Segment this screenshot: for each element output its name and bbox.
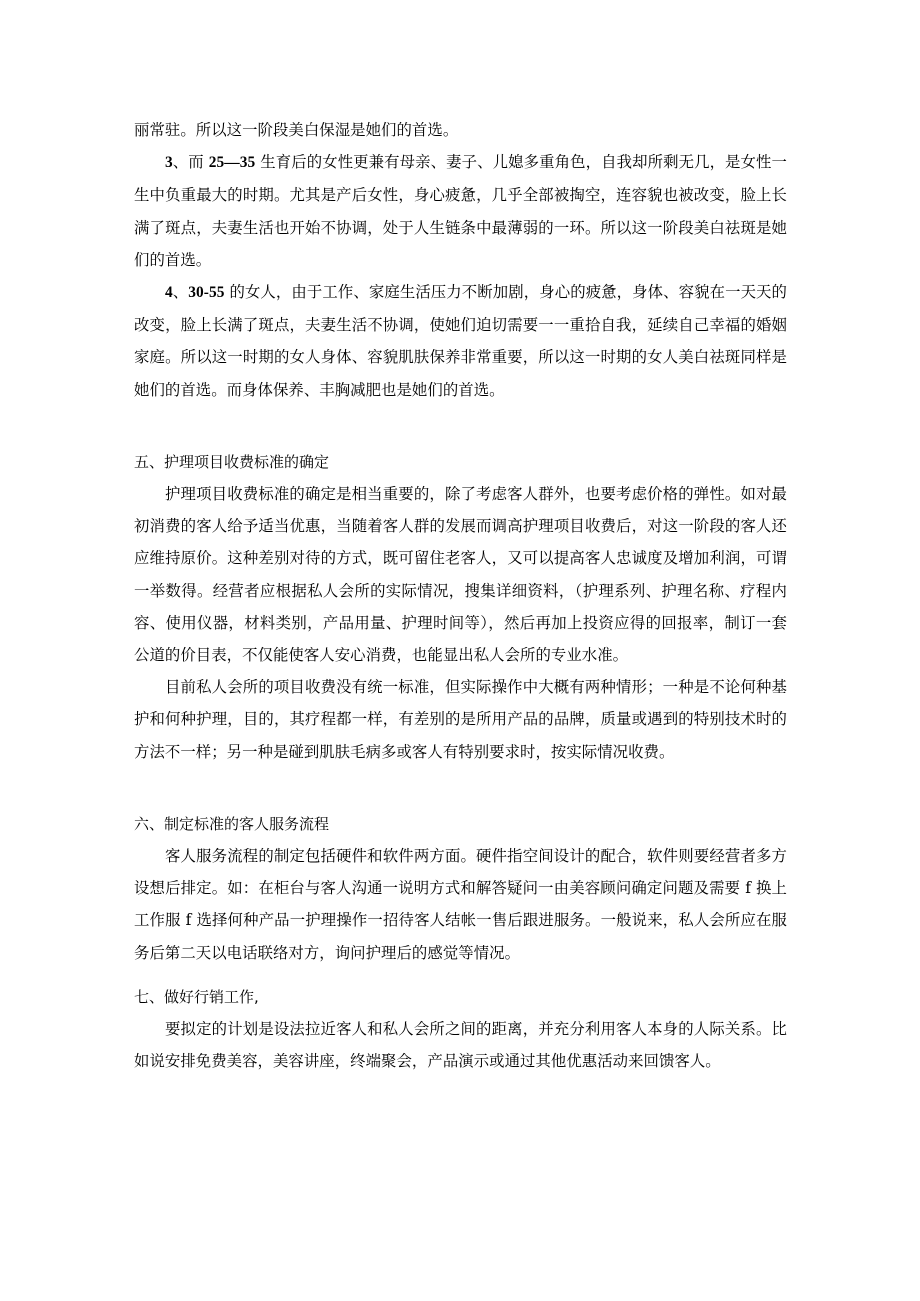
item-number: 4 [165,284,173,302]
section7-paragraph-1: 要拟定的计划是设法拉近客人和私人会所之间的距离，并充分利用客人本身的人际关系。比如说安排免费美容，美容讲座，终端聚会，产品演示或通过其他优惠活动来回馈客人。 [134,1020,787,1071]
section5-paragraph-1: 护理项目收费标准的确定是相当重要的，除了考虑客人群外，也要考虑价格的弹性。如对最初消费的客人给予适当优惠，当随着客人群的发展而调高护理项目收费后，对这一阶段的客人还应维持原价。这种差别对待的方式，既可留住老客人，又可以提高客人忠诚度及增加利润，可谓一举数得。经营者应根据私人会所的实际情况，搜集详细资料，（护理系列、护理名称、疗程内容、使用仪器，材料类别，产品用量、护理时间等），然后再加上投资应得的回报率，制订一套公道的价目表，不仅能使客人安心消费，也能显出私人会所的专业水准。 [134,485,787,665]
section-heading-6: 六、制定标准的客人服务流程 [134,814,330,833]
item-text: 、 [172,283,189,302]
age-range: 30-55 [188,284,225,302]
document-body [134,114,787,1077]
paragraph-item-4 [134,276,787,406]
section-spacer [134,969,787,981]
section-spacer [134,768,787,808]
section-heading-7: 七、做好行销工作, [134,987,259,1006]
continuation-paragraph: 丽常驻。所以这一阶段美白保湿是她们的首选。 [134,121,459,139]
age-range: 25—35 [208,154,256,172]
section-spacer [134,406,787,446]
item-text-rest: 的女人，由于工作、家庭生活压力不断加剧，身心的疲惫，身体、容貌在一天天的改变，脸上长满了斑点，夫妻生活不协调，使她们迫切需要一一重拾自我，延续自己幸福的婚姻家庭。所以这一时期的女人身体、容貌肌肤保养非常重要，所以这一时期的女人美白祛斑同样是她们的首选。而身体保养、丰胸减肥也是她们的首选。 [134,283,787,399]
section-heading-5: 五、护理项目收费标准的确定 [134,452,330,471]
item-text-rest: 生育后的女性更兼有母亲、妻子、儿媳多重角色，自我却所剩无几，是女性一生中负重最大的时期。尤其是产后女性，身心疲惫，几乎全部被掏空，连容貌也被改变，脸上长满了斑点，夫妻生活也开始不协调，处于人生链条中最薄弱的一环。所以这一阶段美白祛斑是她们的首选。 [134,153,787,269]
paragraph-item-3 [134,146,787,276]
section5-paragraph-2: 目前私人会所的项目收费没有统一标准，但实际操作中大概有两种情形；一种是不论何种基护和何种护理，目的，其疗程都一样，有差别的是所用产品的品牌，质量或遇到的特别技术时的方法不一样；另一种是碰到肌肤毛病多或客人有特别要求时，按实际情况收费。 [134,678,787,761]
section6-paragraph-1: 客人服务流程的制定包括硬件和软件两方面。硬件指空间设计的配合，软件则要经营者多方设想后排定。如：在柜台与客人沟通一说明方式和解答疑问一由美容顾问确定问题及需要 f 换上工作服 f 选择何种产品一护理操作一招待客人结帐一售后跟进服务。一般说来，私人会所应在服务后第二天以电话联络对方，询问护理后的感觉等情况。 [134,847,787,962]
item-number: 3 [165,154,173,172]
item-text: 、而 [172,153,209,172]
